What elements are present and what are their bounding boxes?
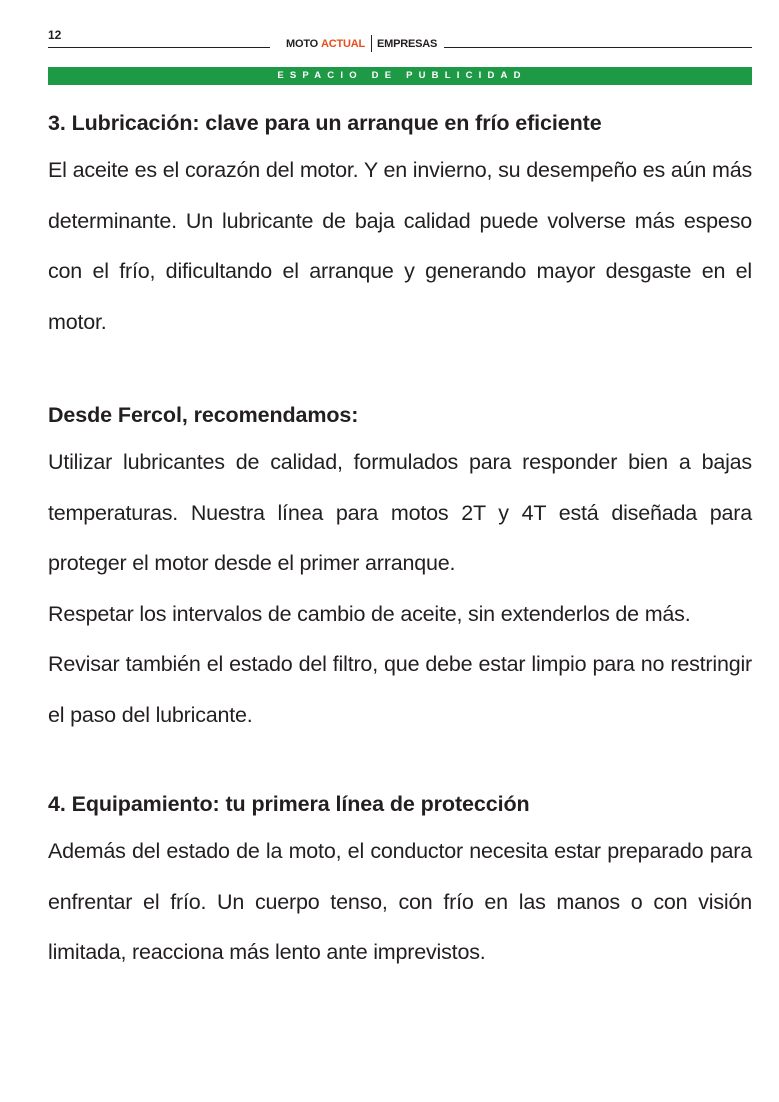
advertising-banner: ESPACIO DE PUBLICIDAD [48,67,752,85]
page-number: 12 [48,28,62,42]
masthead-divider [371,35,372,52]
brand-moto: MOTO [286,38,318,50]
recommend-heading: Desde Fercol, recomendamos: [48,403,359,427]
brand-actual: ACTUAL [321,38,366,50]
masthead [286,33,437,50]
section-gap [48,740,752,782]
header-rule-right [444,47,752,48]
section-name: EMPRESAS [377,38,438,50]
section3-heading: 3. Lubricación: clave para un arranque en frío eficiente [48,111,602,135]
section-gap [48,347,752,393]
section4-heading: 4. Equipamiento: tu primera línea de protección [48,792,530,816]
section4-paragraph: Además del estado de la moto, el conductor necesita estar preparado para enfrentar el frío. Un cuerpo tenso, con frío en las manos o con visión limitada, reacciona más lento ante imprevistos. [48,839,752,964]
article-body [48,101,752,978]
recommend-paragraph-2: Respetar los intervalos de cambio de aceite, sin extenderlos de más. [48,601,691,626]
recommend-paragraph-1: Utilizar lubricantes de calidad, formulados para responder bien a bajas temperaturas. Nuestra línea para motos 2T y 4T está diseñada para proteger el motor desde el primer arranque. [48,450,752,575]
recommend-paragraph-3: Revisar también el estado del filtro, que debe estar limpio para no restringir el paso del lubricante. [48,652,752,727]
section3-paragraph: El aceite es el corazón del motor. Y en invierno, su desempeño es aún más determinante. Un lubricante de baja calidad puede volverse más espeso con el frío, dificultando el arranque y generando mayor desgaste en el motor. [48,158,752,334]
header-rule-left [48,47,270,48]
